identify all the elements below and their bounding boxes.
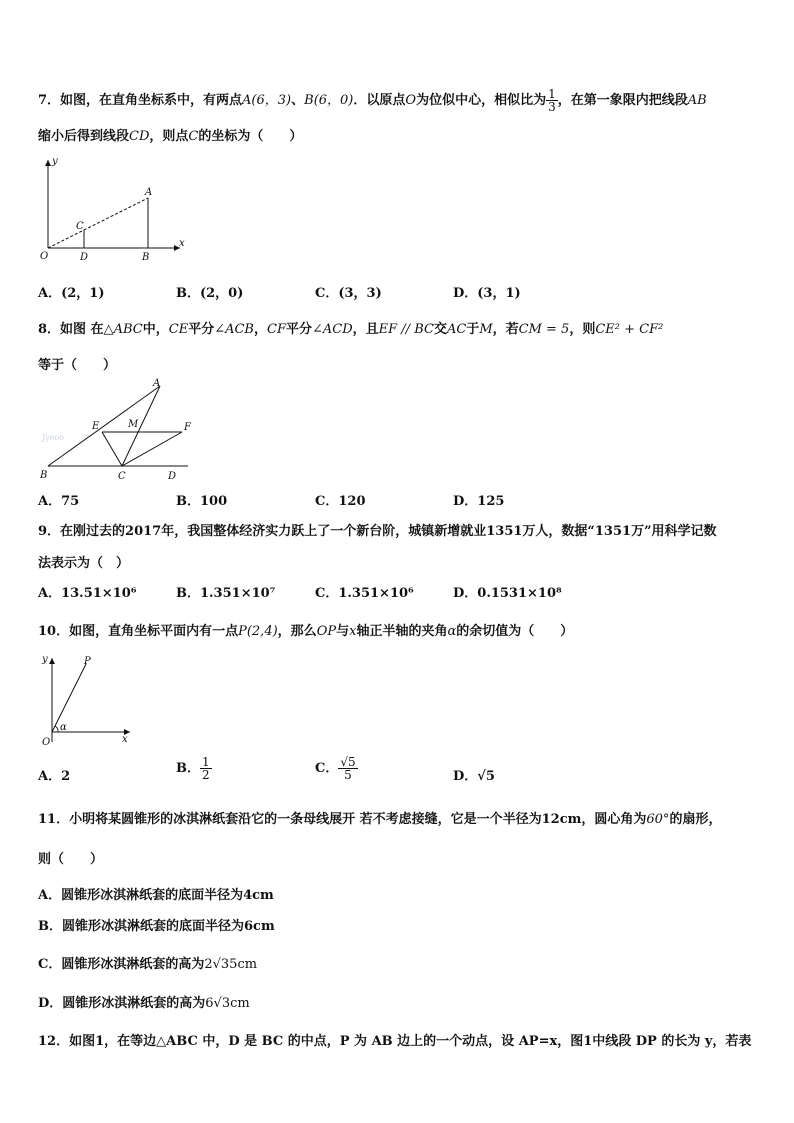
q10-fig-label-P: P — [84, 656, 91, 667]
q7-ratio-fraction: $\frac{1}{3}$ — [548, 87, 556, 114]
q11-option-d[interactable]: D．圆锥形冰淇淋纸套的高为6√3cm — [38, 996, 250, 1011]
q7-fig-label-y: y — [52, 156, 58, 167]
q10-option-a[interactable]: A．2 — [38, 769, 71, 784]
q7-line1: 7．如图，在直角坐标系中，有两点A(6，3)、B(6，0)．以原点O为位似中心，相似比为 $\frac{1}{3}$ ，在第一象限内把线段AB — [38, 87, 707, 114]
q10-option-c[interactable]: C． $\frac{√5}{5}$ — [315, 755, 356, 782]
q7-option-c[interactable]: C．(3，3) — [315, 286, 382, 301]
q11-option-b[interactable]: B．圆锥形冰淇淋纸套的底面半径为6cm — [38, 919, 275, 934]
q7-fig-label-D: D — [80, 252, 89, 263]
q8-fig-label-B: B — [40, 470, 48, 481]
q7-fig-label-B: B — [142, 252, 150, 263]
q8-option-c[interactable]: C．120 — [315, 494, 366, 509]
q7-option-a[interactable]: A．(2，1) — [38, 286, 105, 301]
q10-fig-label-x: x — [122, 734, 128, 745]
q11-option-a[interactable]: A．圆锥形冰淇淋纸套的底面半径为4cm — [38, 888, 274, 903]
q10-option-d[interactable]: D．√5 — [453, 769, 495, 784]
q8-option-a[interactable]: A．75 — [38, 494, 80, 509]
q9-option-b[interactable]: B．1.351×10⁷ — [176, 586, 276, 601]
q8-fig-label-D: D — [168, 471, 177, 482]
q8-watermark: Jyeoo — [42, 433, 65, 442]
q8-fig-label-A: A — [153, 378, 161, 389]
q8-fig-label-E: E — [92, 421, 100, 432]
q7-figure — [38, 152, 188, 264]
q7-fig-label-A: A — [145, 187, 153, 198]
q8-fig-label-F: F — [184, 422, 191, 433]
q8-option-b[interactable]: B．100 — [176, 494, 228, 509]
q8-fig-label-M: M — [128, 419, 139, 430]
q10-line1: 10．如图，直角坐标平面内有一点P(2,4)，那么OP与x轴正半轴的夹角α的余切值为（ ） — [38, 624, 574, 639]
q9-line1: 9．在刚过去的2017年，我国整体经济实力跃上了一个新台阶，城镇新增就业1351万人，数据“1351万”用科学记数 — [38, 524, 717, 539]
q10-fig-label-O: O — [42, 737, 51, 748]
q12-line1: 12．如图1，在等边△ABC 中，D 是 BC 的中点，P 为 AB 边上的一个动点，设 AP=x，图1中线段 DP 的长为 y，若表 — [38, 1034, 752, 1049]
q7-line2: 缩小后得到线段CD，则点C的坐标为（ ） — [38, 129, 303, 144]
q9-line2: 法表示为（ ） — [38, 556, 130, 571]
q9-option-a[interactable]: A．13.51×10⁶ — [38, 586, 137, 601]
q8-fig-label-C: C — [118, 471, 126, 482]
q10-fig-label-y: y — [42, 654, 48, 665]
q8-figure — [38, 374, 198, 484]
q7-fig-label-x: x — [179, 238, 185, 249]
q10-option-b-fraction: $\frac{1}{2}$ — [202, 755, 210, 782]
q11-line2: 则（ ） — [38, 852, 104, 867]
q7-option-d[interactable]: D．(3，1) — [453, 286, 521, 301]
q7-option-b[interactable]: B．(2，0) — [176, 286, 244, 301]
q10-fig-label-alpha: α — [60, 722, 67, 733]
q11-line1: 11．小明将某圆锥形的冰淇淋纸套沿它的一条母线展开 若不考虑接缝，它是一个半径为12cm，圆心角为60°的扇形， — [38, 812, 722, 827]
q8-line1: 8．如图 在△ABC中，CE平分∠ACB，CF平分∠ACD，且EF // BC交AC于M，若CM = 5，则CE² + CF² — [38, 322, 664, 337]
q9-option-c[interactable]: C．1.351×10⁶ — [315, 586, 414, 601]
q10-option-c-fraction: $\frac{√5}{5}$ — [340, 755, 356, 782]
q9-option-d[interactable]: D．0.1531×10⁸ — [453, 586, 562, 601]
q11-option-c[interactable]: C．圆锥形冰淇淋纸套的高为2√35cm — [38, 957, 258, 972]
q8-line2: 等于（ ） — [38, 358, 117, 373]
q8-option-d[interactable]: D．125 — [453, 494, 505, 509]
q7-fig-label-O: O — [40, 251, 49, 262]
q7-fig-label-C: C — [76, 221, 84, 232]
q10-figure — [38, 650, 138, 750]
q10-option-b[interactable]: B． $\frac{1}{2}$ — [176, 755, 210, 782]
